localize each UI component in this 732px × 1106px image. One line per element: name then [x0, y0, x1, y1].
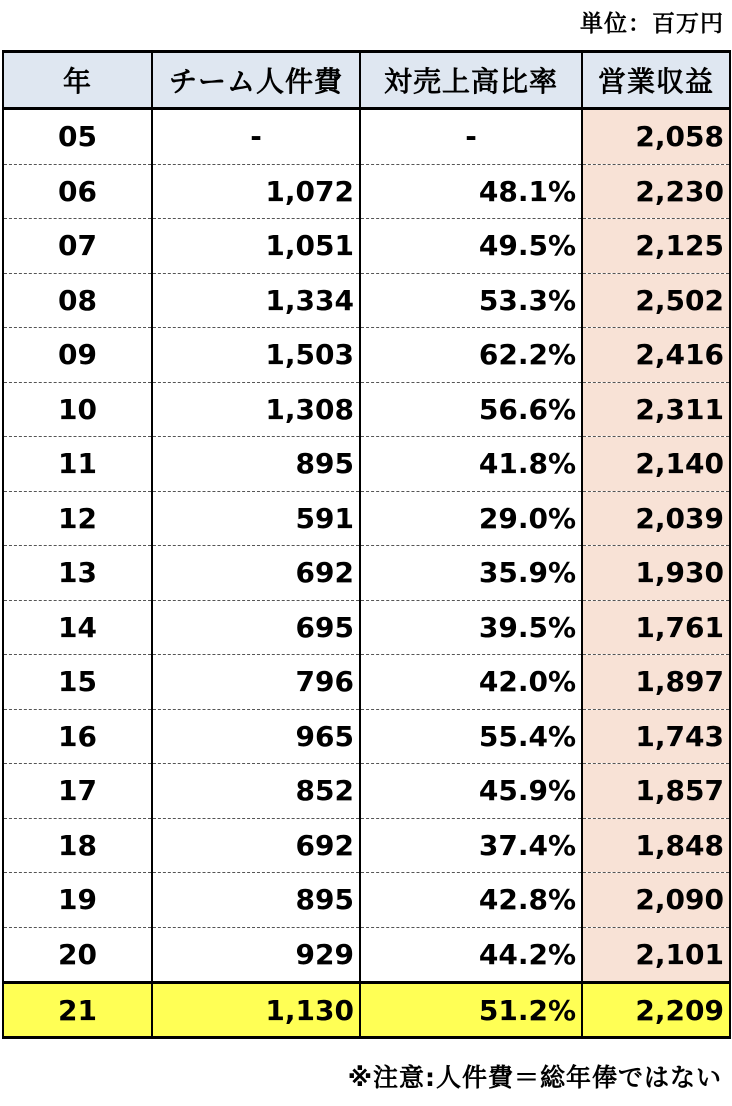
header-personnel-cost: チーム人件費 — [152, 52, 360, 109]
cell-revenue: 2,039 — [582, 491, 730, 546]
table-row — [3, 600, 730, 655]
cell-year: 21 — [3, 983, 152, 1038]
cell-revenue: 2,125 — [582, 219, 730, 274]
cell-ratio: - — [360, 109, 582, 165]
cell-year: 05 — [3, 109, 152, 165]
cell-ratio: 62.2% — [360, 328, 582, 383]
cell-revenue: 2,140 — [582, 437, 730, 492]
cell-personnel-cost: 1,130 — [152, 983, 360, 1038]
cell-revenue: 2,209 — [582, 983, 730, 1038]
table-header — [3, 52, 730, 109]
header-ratio: 対売上高比率 — [360, 52, 582, 109]
cell-ratio: 39.5% — [360, 600, 582, 655]
data-table-container — [2, 50, 729, 1039]
table-row — [3, 273, 730, 328]
cell-ratio: 56.6% — [360, 382, 582, 437]
cell-personnel-cost: 591 — [152, 491, 360, 546]
cell-revenue: 1,761 — [582, 600, 730, 655]
cell-personnel-cost: 1,334 — [152, 273, 360, 328]
cell-ratio: 35.9% — [360, 546, 582, 601]
cell-personnel-cost: 895 — [152, 873, 360, 928]
cell-ratio: 55.4% — [360, 709, 582, 764]
table-row — [3, 164, 730, 219]
header-row — [3, 52, 730, 109]
cell-revenue: 2,311 — [582, 382, 730, 437]
cell-personnel-cost: 692 — [152, 818, 360, 873]
cell-ratio: 42.8% — [360, 873, 582, 928]
header-revenue: 営業収益 — [582, 52, 730, 109]
cell-ratio: 48.1% — [360, 164, 582, 219]
unit-label: 単位：百万円 — [580, 11, 724, 37]
cell-revenue: 1,743 — [582, 709, 730, 764]
cell-ratio: 51.2% — [360, 983, 582, 1038]
cell-revenue: 2,230 — [582, 164, 730, 219]
cell-year: 12 — [3, 491, 152, 546]
cell-personnel-cost: 1,072 — [152, 164, 360, 219]
table-row — [3, 927, 730, 983]
data-table — [2, 50, 731, 1039]
cell-personnel-cost: 695 — [152, 600, 360, 655]
table-row — [3, 109, 730, 165]
cell-ratio: 37.4% — [360, 818, 582, 873]
cell-year: 14 — [3, 600, 152, 655]
table-row — [3, 491, 730, 546]
cell-revenue: 1,848 — [582, 818, 730, 873]
cell-personnel-cost: 692 — [152, 546, 360, 601]
cell-year: 16 — [3, 709, 152, 764]
cell-personnel-cost: 852 — [152, 764, 360, 819]
cell-year: 20 — [3, 927, 152, 983]
table-row — [3, 764, 730, 819]
table-row — [3, 873, 730, 928]
cell-personnel-cost: 796 — [152, 655, 360, 710]
cell-revenue: 1,897 — [582, 655, 730, 710]
cell-personnel-cost: 965 — [152, 709, 360, 764]
cell-year: 17 — [3, 764, 152, 819]
header-year: 年 — [3, 52, 152, 109]
table-row — [3, 219, 730, 274]
cell-ratio: 29.0% — [360, 491, 582, 546]
table-row — [3, 328, 730, 383]
cell-revenue: 1,930 — [582, 546, 730, 601]
cell-year: 09 — [3, 328, 152, 383]
cell-personnel-cost: 1,308 — [152, 382, 360, 437]
cell-ratio: 45.9% — [360, 764, 582, 819]
cell-year: 18 — [3, 818, 152, 873]
cell-ratio: 41.8% — [360, 437, 582, 492]
table-row — [3, 546, 730, 601]
cell-year: 07 — [3, 219, 152, 274]
cell-revenue: 2,101 — [582, 927, 730, 983]
cell-year: 19 — [3, 873, 152, 928]
cell-personnel-cost: - — [152, 109, 360, 165]
cell-revenue: 1,857 — [582, 764, 730, 819]
cell-personnel-cost: 929 — [152, 927, 360, 983]
cell-revenue: 2,058 — [582, 109, 730, 165]
cell-personnel-cost: 1,503 — [152, 328, 360, 383]
table-row — [3, 818, 730, 873]
cell-year: 13 — [3, 546, 152, 601]
cell-year: 15 — [3, 655, 152, 710]
cell-ratio: 53.3% — [360, 273, 582, 328]
cell-ratio: 42.0% — [360, 655, 582, 710]
cell-revenue: 2,502 — [582, 273, 730, 328]
cell-ratio: 49.5% — [360, 219, 582, 274]
cell-personnel-cost: 895 — [152, 437, 360, 492]
table-body — [3, 109, 730, 1038]
table-row — [3, 709, 730, 764]
footnote: ※注意:人件費＝総年俸ではない — [347, 1063, 722, 1092]
table-row — [3, 382, 730, 437]
table-row — [3, 437, 730, 492]
table-row — [3, 655, 730, 710]
cell-revenue: 2,090 — [582, 873, 730, 928]
cell-year: 10 — [3, 382, 152, 437]
cell-year: 11 — [3, 437, 152, 492]
cell-ratio: 44.2% — [360, 927, 582, 983]
cell-year: 08 — [3, 273, 152, 328]
cell-year: 06 — [3, 164, 152, 219]
cell-revenue: 2,416 — [582, 328, 730, 383]
cell-personnel-cost: 1,051 — [152, 219, 360, 274]
highlight-row — [3, 983, 730, 1038]
